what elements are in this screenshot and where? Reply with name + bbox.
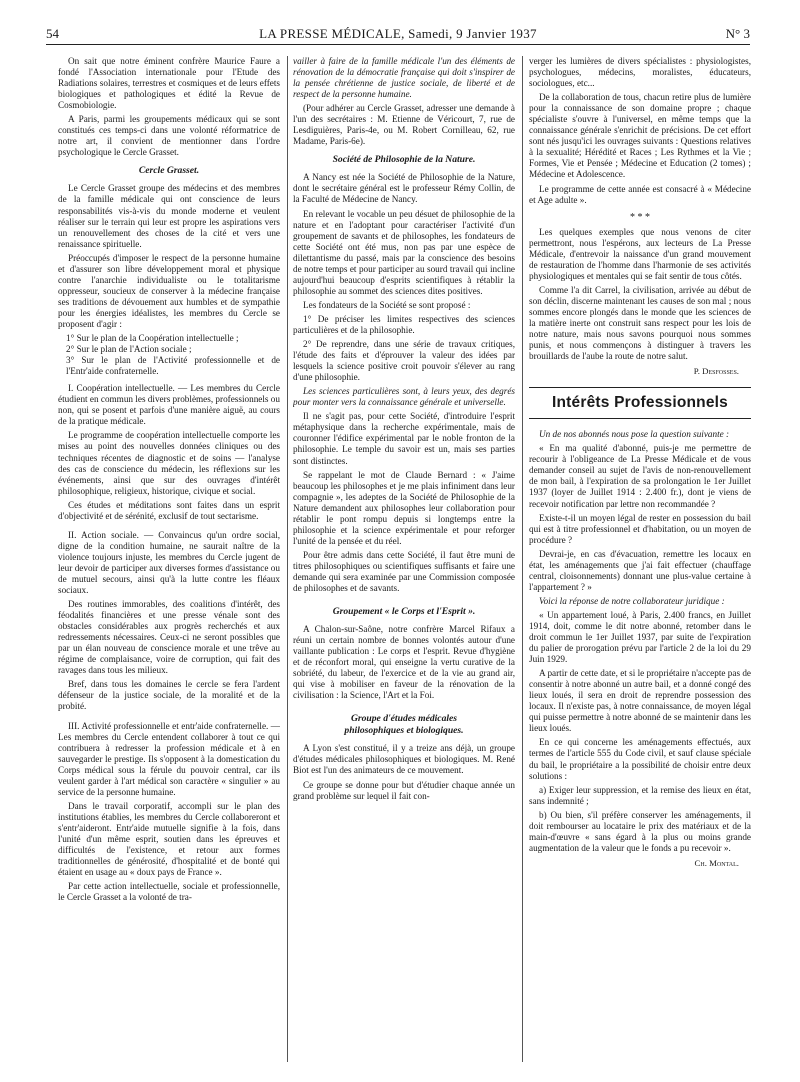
column-rule-left	[287, 56, 288, 1062]
section-heading-groupe-etudes-line2: philosophiques et biologiques.	[344, 725, 464, 737]
paragraph: Ces études et méditations sont faites dans un esprit d'objectivité et de sérénité, exclusif de tout sectarisme.	[58, 499, 280, 521]
paragraph: A partir de cette date, et si le propriétaire n'accepte pas de consentir à notre abonné un autre bail, et a donné congé des lieux loués, il sera en droit de reprendre possession des locaux. Il n'existe pas, à notre connaissance, de moyen légal qui puisse permettre à notre abonné de se maintenir dans les lieux loués.	[529, 668, 751, 734]
section-heading-cercle-grasset: Cercle Grasset.	[138, 165, 200, 177]
paragraph: Le programme de coopération intellectuelle comporte les mises au point des nouvelles données cliniques ou des techniques récentes de diagnostic et de soins — l'analyse des cas de conscience du médecin, les réflexions sur les événements, ainsi que sur des ouvrages d'intérêt philosophique, religieux, historique, civique et social.	[58, 430, 280, 496]
section-heading-groupe-etudes: Groupe d'études médicales	[350, 713, 458, 725]
paragraph: A Lyon s'est constitué, il y a treize ans déjà, un groupe d'études médicales philosophiques et biologiques. M. René Biot est l'un des animateurs de ce mouvement.	[293, 743, 515, 776]
paragraph: III. Activité professionnelle et entr'aide confraternelle. — Les membres du Cercle entendent collaborer à tout ce qui contribuera à redresser la profession médicale et à en sauvegarder le prestige. Ils s'opposent à la domestication du Corps médical sous la férule du pouvoir central, car ils veulent garder à l'art médical son caractère « singulier » au service de la personne humaine.	[58, 720, 280, 797]
page-header	[46, 26, 750, 45]
paragraph: Voici la réponse de notre collaborateur juridique :	[539, 595, 725, 606]
paragraph: Se rappelant le mot de Claude Bernard : « J'aime beaucoup les philosophes et je me plais infiniment dans leur compagnie », les adeptes de la Société de Philosophie de la Nature demandent aux philosophes leur collaboration pour rétablir le pont rompu depuis si longtemps entre la philosophie et la science expérimentale et pour reforger l'unité de la pensée et du réel.	[293, 469, 515, 546]
paragraph: Les fondateurs de la Société se sont proposé :	[303, 299, 471, 310]
paragraph: Par cette action intellectuelle, sociale et professionnelle, le Cercle Grasset a la volonté de tra-	[58, 881, 280, 903]
column-rule-right	[522, 56, 523, 1062]
paragraph: « En ma qualité d'abonné, puis-je me permettre de recourir à l'obligeance de La Presse Médicale et de vous demander conseil au sujet de l'avis de non-renouvellement de mon bail, à l'expiration de sa prolongation le 1er Juillet 1937 (loyer de Juillet 1914 : 2.400 fr.), dont je viens de recevoir notification par lettre non recommandée ?	[529, 443, 751, 509]
paragraph: Le Cercle Grasset groupe des médecins et des membres de la famille médicale qui ont conscience de leurs responsabilités vis-à-vis du monde moderne et veulent réaliser sur le terrain qui leur est propre les aspirations vers un renouvellement des choses de la cité et vers une renaissance spirituelle.	[58, 183, 280, 249]
issue-number: N° 3	[725, 26, 750, 41]
paragraph: En relevant le vocable un peu désuet de philosophie de la nature et en l'adoptant pour caractériser l'activité d'un groupement de savants et de philosophes, les fondateurs de cette Société ont été mus, non pas par une espèce de dilettantisme du passé, mais par la conscience des besoins de notre temps et pour participer au sourd travail qui incline aujourd'hui beaucoup d'esprits scientifiques à rétablir la philosophie au sommet des sciences dites positives.	[293, 208, 515, 296]
list-item: 1° Sur le plan de la Coopération intellectuelle ;	[66, 333, 239, 344]
paragraph: vailler à faire de la famille médicale l'un des éléments de rénovation de la démocratie française qui doit s'inspirer de la pensée chrétienne de justice sociale, de liberté et de respect de la personne humaine.	[293, 56, 515, 100]
divider	[529, 387, 751, 388]
paragraph: Le programme de cette année est consacré à « Médecine et Age adulte ».	[529, 183, 751, 205]
paragraph: De la collaboration de tous, chacun retire plus de lumière pour la connaissance de son domaine propre ; chaque spécialiste s'ouvre à l'universel, en même temps que la connaissance générale s'enrichit de précisions. De cet effort sont nés jusqu'ici les ouvrages suivants : Questions relatives à la sexualité; Hérédité et Races ; Les Rythmes et la Vie ; Formes, Vie et Pensée ; Médecine et Education (2 tomes) ; Médecine et Adolescence.	[529, 92, 751, 180]
paragraph: Comme l'a dit Carrel, la civilisation, arrivée au début de son déclin, discerne maintenant les causes de son mal ; nous sommes encore plongés dans le monde que les sciences de la matière inerte ont construit sans respect pour les lois de notre nature, mais nous savons pourquoi nous sommes punis, et nous commençons à distinguer à travers les brouillards de l'aube la route de notre salut.	[529, 284, 751, 362]
section-heading-interets-professionnels: Intérêts Professionnels	[551, 394, 729, 412]
author-signature: Ch. Montal.	[694, 857, 739, 868]
paragraph: Les sciences particulières sont, à leurs yeux, des degrés pour monter vers la connaissance générale et universelle.	[293, 386, 515, 408]
column-right	[529, 56, 751, 1066]
section-heading-philosophie-nature: Société de Philosophie de la Nature.	[332, 154, 476, 166]
paragraph: Des routines immorables, des coalitions d'intérêt, des féodalités financières et une presse vénale sont des obstacles considérables aux progrès recherchés et aux redressements nécessaires. Ceux-ci ne seront possibles que par un élan nouveau de conscience morale et une trêve au régime de complaisance, voire de corruption, qui fait des ravages dans tous les milieux.	[58, 599, 280, 676]
paragraph: 2° De reprendre, dans une série de travaux critiques, l'étude des faits et d'éprouver la valeur des idées par lesquels la science positive croit pouvoir s'élever au rang d'une philosophie.	[293, 339, 515, 383]
divider	[529, 418, 751, 419]
paragraph: verger les lumières de divers spécialistes : physiologistes, psychologues, médecins, moralistes, éducateurs, sociologues, etc...	[529, 56, 751, 89]
paragraph: (Pour adhérer au Cercle Grasset, adresser une demande à l'un des secrétaires : M. Etienne de Véricourt, 7, rue de Lesdiguières, Paris-4e, ou M. Robert Cornilleau, 62, rue Madame, Paris-6e).	[293, 103, 515, 147]
paragraph: Dans le travail corporatif, accompli sur le plan des institutions établies, les membres du Cercle collaboreront et s'entr'aideront. Entr'aide mutuelle signifie à la fois, dans l'unité d'un même esprit, soutien dans les épreuves et difficultés de l'existence, et retour aux formes traditionnelles de générosité, d'hospitalité et de bonté qui étaient en usage au « doux pays de France ».	[58, 800, 280, 878]
paragraph: A Paris, parmi les groupements médicaux qui se sont constitués ces temps-ci dans une volonté réformatrice de notre art, il convient de mentionner dans l'ordre psychologique le Cercle Grasset.	[58, 114, 280, 158]
paragraph: Ce groupe se donne pour but d'étudier chaque année un grand problème sur lequel il fait con-	[293, 779, 515, 801]
paragraph: En ce qui concerne les aménagements effectués, aux termes de l'article 555 du Code civil, et sauf clause spéciale du bail, le propriétaire a la possibilité de choisir entre deux solutions :	[529, 737, 751, 781]
paragraph: Les quelques exemples que nous venons de citer permettront, nous l'espérons, aux lecteurs de La Presse Médicale, d'entrevoir la naissance d'un grand mouvement de restauration de l'homme dans l'harmonie de ses activités physiologiques et mentales qui se fait sentir de tous côtés.	[529, 226, 751, 281]
paragraph: Pour être admis dans cette Société, il faut être muni de titres philosophiques ou scientifiques suffisants et faire une demande qui sera examinée par une Commission composée de philosophes et de savants.	[293, 549, 515, 594]
paragraph: Un de nos abonnés nous pose la question suivante :	[539, 429, 730, 440]
paragraph: Il ne s'agit pas, pour cette Société, d'introduire l'esprit métaphysique dans la recherche expérimentale, mais de couronner l'édifice expérimental par le noble fronton de la philosophie. Le temple du savoir est un, mais ses parties sont distinctes.	[293, 411, 515, 466]
author-signature: P. Desfosses.	[693, 366, 739, 377]
paragraph: 1° De préciser les limites respectives des sciences particulières et de la philosophie.	[293, 313, 515, 335]
list-item: 2° Sur le plan de l'Action sociale ;	[66, 344, 192, 355]
paragraph: A Nancy est née la Société de Philosophie de la Nature, dont le secrétaire général est le professeur Rémy Collin, de la Faculté de Médecine de Nancy.	[293, 172, 515, 205]
paragraph: Bref, dans tous les domaines le cercle se fera l'ardent défenseur de la justice sociale, de la moralité et de la probité.	[58, 679, 280, 712]
paragraph: Existe-t-il un moyen légal de rester en possession du bail qui est à titre professionnel et d'habitation, ou un moyen de procédure ?	[529, 512, 751, 545]
column-left	[58, 56, 280, 1066]
paragraph: Préoccupés d'imposer le respect de la personne humaine et d'assurer son libre développement moral et physique contre l'anarchie individualiste ou le totalitarisme oppresseur, soucieux de conserver à la médecine française ses traditions de dévouement aux humbles et de sympathie pour les énergies idéalistes, les membres du Cercle se proposent d'agir :	[58, 252, 280, 329]
list-item: 3° Sur le plan de l'Activité professionnelle et de l'Entr'aide confraternelle.	[66, 355, 280, 377]
paragraph: I. Coopération intellectuelle. — Les membres du Cercle étudient en commun les divers problèmes, professionnels ou non, qui se posent et parfois d'une manière aiguë, au cours de la pratique médicale.	[58, 383, 280, 427]
paragraph: On sait que notre éminent confrère Maurice Faure a fondé l'Association internationale pour l'Etude des Radiations solaires, terrestres et cosmiques et de leurs effets biologiques et pathologiques et édité la Revue de Cosmobiologie.	[58, 56, 280, 111]
paragraph: Devrai-je, en cas d'évacuation, remettre les locaux en état, les aménagements que j'ai fait effectuer (chauffage central, cloisonnements) donnant une plus-value certaine à l'appartement ? »	[529, 548, 751, 592]
paragraph: a) Exiger leur suppression, et la remise des lieux en état, sans indemnité ;	[529, 784, 751, 806]
paragraph: A Chalon-sur-Saône, notre confrère Marcel Rifaux a réuni un certain nombre de bonnes volontés autour d'une vaillante publication : Le corps et l'esprit. Revue d'hygiène et de réconfort moral, qui enseigne la vertu curative de la sobriété, du labeur, de l'exercice et de la vie au grand air, qui vise à mobiliser en faveur de la rénovation de la civilisation : la Science, l'Art et la Foi.	[293, 624, 515, 701]
paragraph: b) Ou bien, s'il préfère conserver les aménagements, il doit rembourser au locataire le prix des matériaux et de la main-d'œuvre « sans égard à la plus ou moins grande augmentation de la valeur que le fonds a pu recevoir ».	[529, 809, 751, 853]
paragraph: II. Action sociale. — Convaincus qu'un ordre social, digne de la condition humaine, ne saurait naître de la violence toujours injuste, les membres du Cercle jugent de leur devoir de participer aux diverses formes d'assistance ou de mutuel secours, ainsi qu'à la lutte contre les fléaux sociaux.	[58, 529, 280, 596]
column-middle	[293, 56, 515, 1066]
paragraph: « Un appartement loué, à Paris, 2.400 francs, en Juillet 1914, doit, comme le dit notre abonné, retomber dans le droit commun le 1er Juillet 1937, par suite de l'expiration du palier de prorogation prévu par l'article 2 de la loi du 29 Juin 1929.	[529, 609, 751, 665]
section-heading-corps-esprit: Groupement « le Corps et l'Esprit ».	[332, 606, 476, 618]
page-number: 54	[46, 26, 59, 41]
journal-title: LA PRESSE MÉDICALE, Samedi, 9 Janvier 1937	[259, 26, 537, 41]
section-separator-asterisks: * * *	[630, 211, 650, 223]
